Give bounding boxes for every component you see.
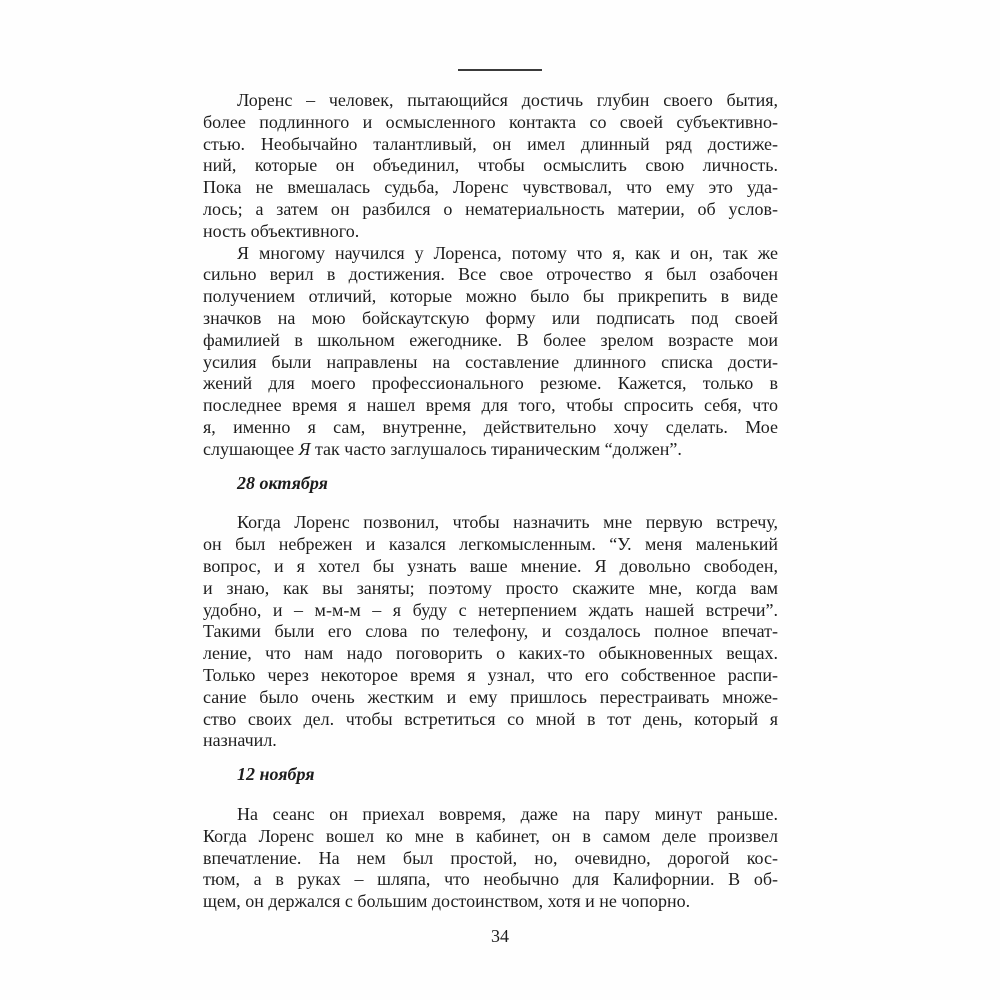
text-line: более подлинного и осмысленного контакта со своей субъективно-	[203, 111, 778, 132]
text-line: Когда Лоренс позвонил, чтобы назначить мне первую встречу,	[237, 512, 778, 533]
page-number: 34	[491, 926, 509, 946]
text-line: ление, что нам надо поговорить о каких-то обыкновенных вещах.	[203, 643, 778, 664]
text-line: значков на мою бойскаутскую форму или подписать под своей	[203, 307, 778, 328]
text-line: слушающее Я так часто заглушалось тираническим “должен”.	[203, 438, 682, 459]
text-line: ность объективного.	[203, 220, 360, 241]
text-line: Только через некоторое время я узнал, что его собственное распи-	[203, 664, 778, 685]
text-line: На сеанс он приехал вовремя, даже на пару минут раньше.	[237, 803, 778, 824]
page-text-block	[203, 90, 778, 913]
text-line: стью. Необычайно талантливый, он имел длинный ряд достиже-	[203, 133, 778, 154]
text-line: я, именно я сам, внутренне, действительно хочу сделать. Мое	[203, 416, 778, 437]
text-line: Лоренс – человек, пытающийся достичь глубин своего бытия,	[237, 90, 778, 110]
paragraph	[203, 804, 778, 913]
text-line: вопрос, и я хотел бы узнать ваше мнение. Я довольно свободен,	[203, 555, 778, 576]
text-line: Когда Лоренс вошел ко мне в кабинет, он в самом деле произвел	[203, 825, 778, 846]
date-heading: 28 октября	[237, 472, 328, 493]
text-line: сание было очень жестким и ему пришлось перестраивать множе-	[203, 686, 778, 707]
text-line: удобно, и – м-м-м – я буду с нетерпением ждать нашей встречи”.	[203, 599, 778, 620]
text-line: Такими были его слова по телефону, и создалось полное впечат-	[203, 621, 778, 642]
section-divider-line	[458, 69, 542, 71]
text-line: назначил.	[203, 730, 277, 751]
text-line: тюм, а в руках – шляпа, что необычно для Калифорнии. В об-	[203, 869, 778, 890]
text-line: ство своих дел. чтобы встретиться со мной в тот день, который я	[203, 708, 778, 729]
paragraph	[203, 243, 778, 461]
text-line: Я многому научился у Лоренса, потому что я, как и он, так же	[237, 242, 778, 263]
text-line: фамилией в школьном ежегоднике. В более зрелом возрасте мои	[203, 329, 778, 350]
text-line: лось; а затем он разбился о нематериальность материи, об услов-	[203, 198, 778, 219]
paragraph	[203, 90, 778, 243]
date-heading: 12 ноября	[237, 764, 315, 785]
text-line: он был небрежен и казался легкомысленным. “У. меня маленький	[203, 534, 778, 555]
paragraph	[203, 512, 778, 752]
text-line: последнее время я нашел время для того, чтобы спросить себя, что	[203, 395, 778, 416]
text-line: Пока не вмешалась судьба, Лоренс чувствовал, что ему это уда-	[203, 177, 778, 198]
text-line: получением отличий, которые можно было бы прикрепить в виде	[203, 286, 778, 307]
text-line: ний, которые он объединил, чтобы осмыслить свою личность.	[203, 155, 778, 176]
text-line: усилия были направлены на составление длинного списка дости-	[203, 351, 778, 372]
text-line: сильно верил в достижения. Все свое отрочество я был озабочен	[203, 264, 778, 285]
text-line: жений для моего профессионального резюме. Кажется, только в	[203, 373, 778, 394]
text-line: впечатление. На нем был простой, но, очевидно, дорогой кос-	[203, 847, 778, 868]
text-line: и знаю, как вы заняты; поэтому просто скажите мне, когда вам	[203, 577, 778, 598]
text-line: щем, он держался с большим достоинством, хотя и не чопорно.	[203, 891, 691, 912]
